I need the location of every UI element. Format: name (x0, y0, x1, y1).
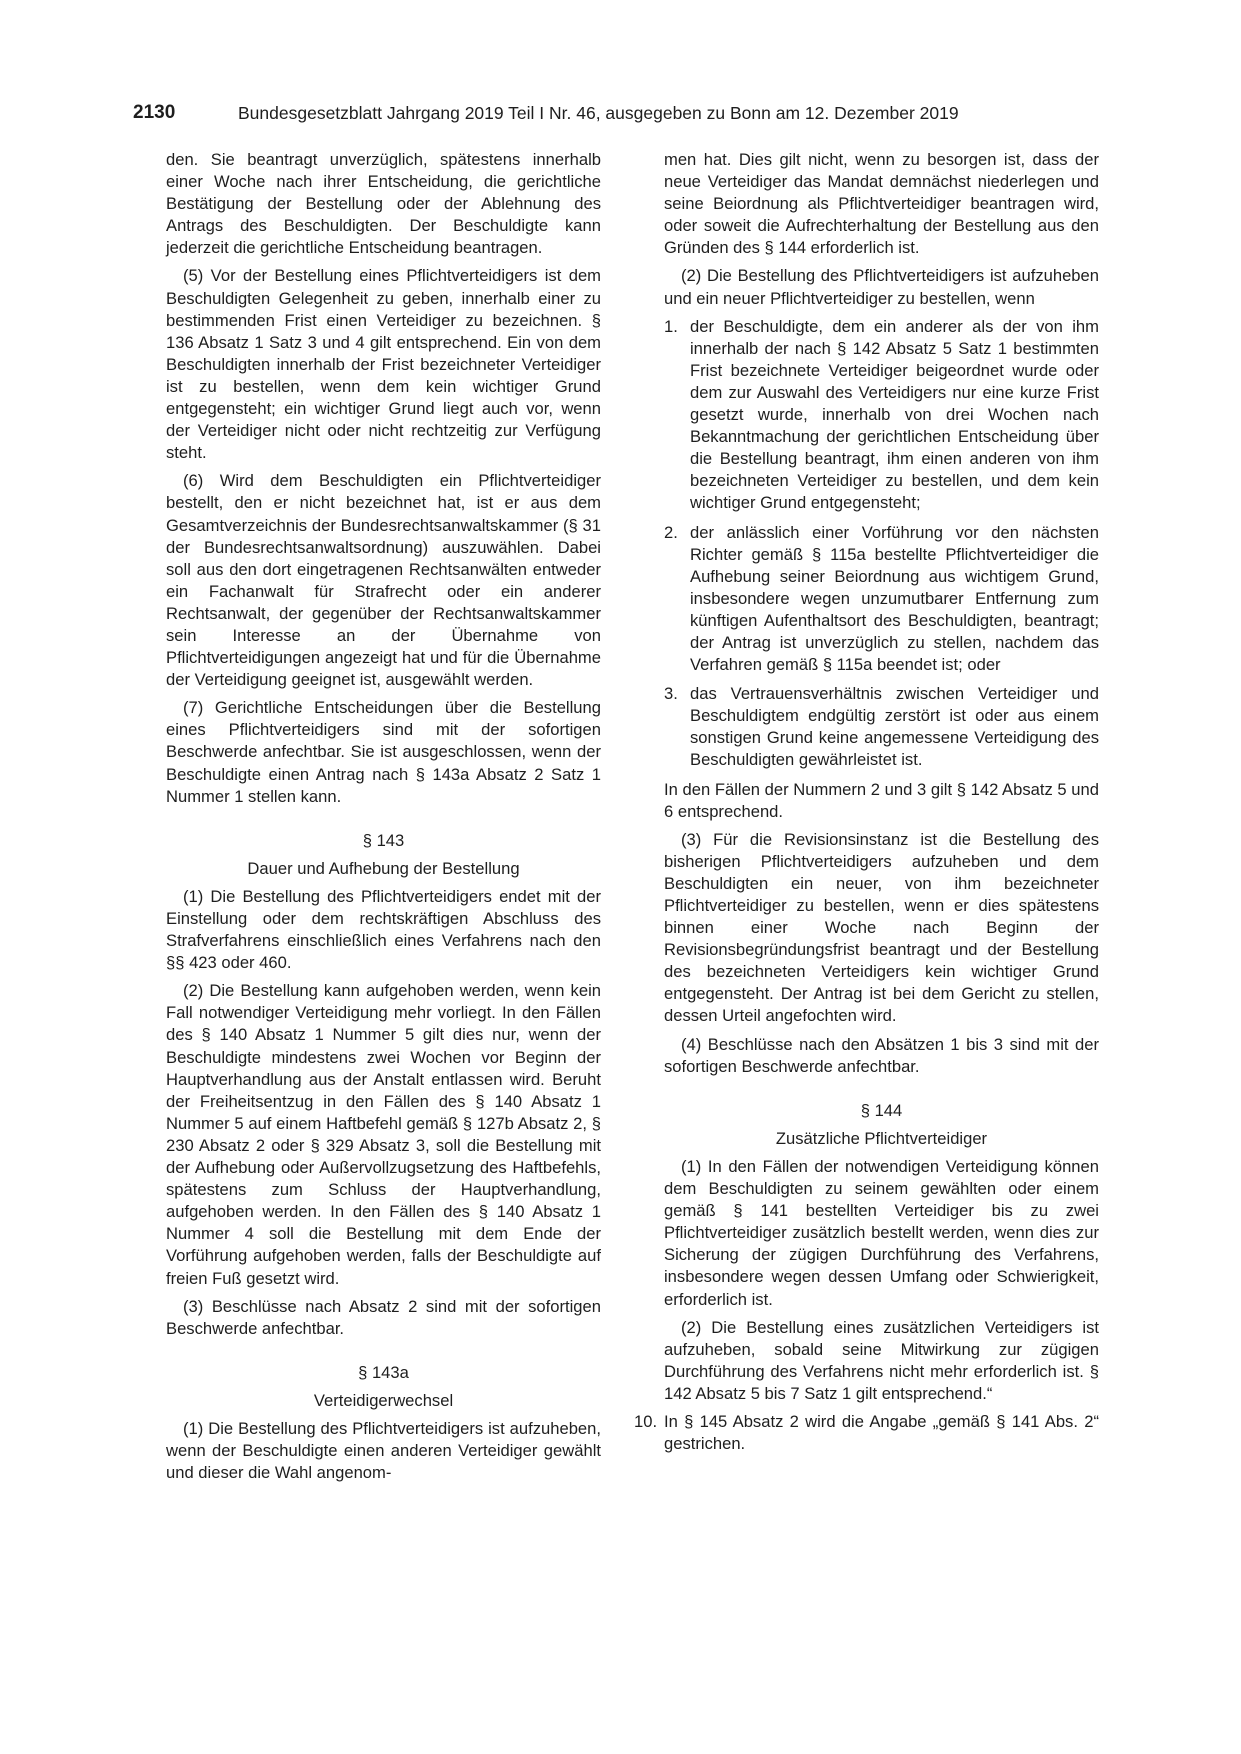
page-header (133, 101, 1113, 127)
list-item-text: das Vertrauensverhältnis zwischen Verteidiger und Beschuldigtem endgültig zerstört ist oder aus einem sonstigen Grund keine angemessene Verteidigung des Beschuldigten gewährleistet ist. (690, 684, 1099, 770)
list-item-number: 2. (664, 522, 678, 542)
paragraph-5: (5) Vor der Bestellung eines Pflichtverteidigers ist dem Beschuldigten Gelegenheit zu geben, innerhalb einer zu bestimmenden Frist einen Verteidiger zu bezeichnen. § 136 Absatz 1 Satz 3 und 4 gilt entsprechend. Ein von dem Beschuldigten innerhalb der Frist bezeichneter Verteidiger ist zu bestellen, wenn dem kein wichtiger Grund entgegensteht; ein wichtiger Grund liegt auch vor, wenn der Verteidiger nicht oder nicht rechtzeitig zur Verfügung steht. (166, 266, 601, 463)
section-143a-paragraph-3: (3) Für die Revisionsinstanz ist die Bestellung des bisherigen Pflichtverteidigers aufzuheben und dem Beschuldigten ein neuer, von ihm bezeichneter Pflichtverteidiger zu bestellen, wenn er dies spätestens binnen einer Woche nach Beginn der Revisionsbegründungsfrist beantragt und der Bestellung des bezeichneten Verteidigers kein wichtiger Grund entgegensteht. Der Antrag ist bei dem Gericht zu stellen, dessen Urteil angefochten wird. (664, 829, 1099, 1026)
list-item-number: 1. (664, 316, 678, 336)
section-143-paragraph-2: (2) Die Bestellung kann aufgehoben werden, wenn kein Fall notwendiger Verteidigung mehr vorliegt. In den Fällen des § 140 Absatz 1 Nummer 5 gilt dies nur, wenn der Beschuldigte mindestens zwei Wochen vor Beginn der Hauptverhandlung aus der Anstalt entlassen wird. Beruht der Freiheitsentzug in den Fällen des § 140 Absatz 1 Nummer 5 auf einem Haftbefehl gemäß § 127b Absatz 2, § 230 Absatz 2 oder § 329 Absatz 3, soll die Bestellung mit der Aufhebung oder Außervollzugsetzung des Haftbefehls, spätestens zum Schluss der Hauptverhandlung, aufgehoben werden. In den Fällen des § 140 Absatz 1 Nummer 4 soll die Bestellung mit dem Ende der Vorführung aufgehoben werden, falls der Beschuldigte auf freien Fuß gesetzt wird. (166, 981, 601, 1288)
section-143a-paragraph-1: (1) Die Bestellung des Pflichtverteidigers ist aufzuheben, wenn der Beschuldigte einen anderen Verteidiger gewählt und dieser die Wahl angenom- (166, 1418, 601, 1483)
running-head: Bundesgesetzblatt Jahrgang 2019 Teil I Nr. 46, ausgegeben zu Bonn am 12. Dezember 2019 (238, 103, 959, 123)
paragraph-6: (6) Wird dem Beschuldigten ein Pflichtverteidiger bestellt, den er nicht bezeichnet hat, ist er aus dem Gesamtverzeichnis der Bundesrechtsanwaltskammer (§ 31 der Bundesrechtsanwaltsordnung) auszuwählen. Dabei soll aus den dort eingetragenen Rechtsanwälten entweder ein Fachanwalt für Strafrecht oder ein anderer Rechtsanwalt, der gegenüber der Rechtsanwaltskammer sein Interesse an der Übernahme von Pflichtverteidigungen angezeigt hat und für die Übernahme der Verteidigung geeignet ist, ausgewählt werden. (166, 471, 601, 690)
amendment-item-number: 10. (634, 1411, 658, 1431)
list-item-text: der anlässlich einer Vorführung vor den nächsten Richter gemäß § 115a bestellte Pflichtverteidiger die Aufhebung seiner Beiordnung aus wichtigem Grund, insbesondere wegen unzumutbarer Entfernung zum künftigen Aufenthaltsort des Beschuldigten, beantragt; der Antrag ist unverzüglich zu stellen, nachdem das Verfahren gemäß § 115a beendet ist; oder (690, 522, 1099, 675)
section-144-number: § 144 (860, 1100, 903, 1120)
section-143-title: Dauer und Aufhebung der Bestellung (247, 858, 520, 878)
paragraph-continuation: den. Sie beantragt unverzüglich, spätestens innerhalb einer Woche nach ihrer Entscheidung, die gerichtliche Bestätigung der Bestellung oder der Ablehnung des Antrags des Beschuldigten. Der Beschuldigte kann jederzeit die gerichtliche Entscheidung beantragen. (166, 150, 601, 258)
left-column (166, 149, 601, 1490)
section-144-paragraph-1: (1) In den Fällen der notwendigen Verteidigung können dem Beschuldigten zu seinem gewählten oder einem gemäß § 141 bestellten Verteidiger bis zu zwei Pflichtverteidiger zusätzlich bestellt werden, wenn dies zur Sicherung der zügigen Durchführung des Verfahrens, insbesondere wegen dessen Umfang oder Schwierigkeit, erforderlich ist. (664, 1156, 1099, 1309)
amendment-item-text: In § 145 Absatz 2 wird die Angabe „gemäß § 141 Abs. 2“ gestrichen. (664, 1411, 1099, 1454)
right-column (634, 149, 1099, 1462)
list-item-number: 3. (664, 684, 678, 704)
section-143-number: § 143 (362, 830, 405, 850)
page-number: 2130 (133, 102, 176, 123)
paragraph-after-list: In den Fällen der Nummern 2 und 3 gilt § 142 Absatz 5 und 6 entsprechend. (664, 779, 1099, 821)
section-143a-paragraph-4: (4) Beschlüsse nach den Absätzen 1 bis 3 sind mit der sofortigen Beschwerde anfechtbar. (664, 1034, 1099, 1076)
list-item (664, 316, 1099, 515)
list-item (664, 683, 1099, 771)
amendment-item-10 (634, 1411, 1099, 1455)
section-143a-number: § 143a (358, 1362, 409, 1382)
section-143-paragraph-3: (3) Beschlüsse nach Absatz 2 sind mit der sofortigen Beschwerde anfechtbar. (166, 1296, 601, 1338)
section-144-paragraph-2: (2) Die Bestellung eines zusätzlichen Verteidigers ist aufzuheben, sobald seine Mitwirkung zur zügigen Durchführung des Verfahrens nicht mehr erforderlich ist. § 142 Absatz 5 bis 7 Satz 1 gilt entsprechend.“ (664, 1317, 1099, 1403)
list-item-text: der Beschuldigte, dem ein anderer als der von ihm innerhalb der nach § 142 Absatz 5 Satz 1 bestimmten Frist bezeichnete Verteidiger beigeordnet wurde oder dem zur Auswahl des Verteidigers nur eine kurze Frist gesetzt wurde, innerhalb von drei Wochen nach Bekanntmachung der gerichtlichen Entscheidung über die Bestellung beantragt, ihm einen anderen von ihm bezeichneten Verteidiger zu bestellen, und dem kein wichtiger Grund entgegensteht; (690, 316, 1099, 513)
section-143a-title: Verteidigerwechsel (313, 1390, 454, 1410)
section-144-title: Zusätzliche Pflichtverteidiger (775, 1128, 988, 1148)
paragraph-7: (7) Gerichtliche Entscheidungen über die Bestellung eines Pflichtverteidigers sind mit der sofortigen Beschwerde anfechtbar. Sie ist ausgeschlossen, wenn der Beschuldigte einen Antrag nach § 143a Absatz 2 Satz 1 Nummer 1 stellen kann. (166, 698, 601, 806)
paragraph-continuation: men hat. Dies gilt nicht, wenn zu besorgen ist, dass der neue Verteidiger das Mandat demnächst niederlegen und seine Beiordnung als Pflichtverteidiger beantragen wird, oder soweit die Aufrechterhaltung der Bestellung aus den Gründen des § 144 erforderlich ist. (664, 150, 1099, 258)
section-143-paragraph-1: (1) Die Bestellung des Pflichtverteidigers endet mit der Einstellung oder dem rechtskräftigen Abschluss des Strafverfahrens einschließlich eines Verfahrens nach den §§ 423 oder 460. (166, 886, 601, 973)
list-item (664, 522, 1099, 677)
section-143a-paragraph-2: (2) Die Bestellung des Pflichtverteidigers ist aufzuheben und ein neuer Pflichtverteidiger zu bestellen, wenn (664, 266, 1099, 308)
